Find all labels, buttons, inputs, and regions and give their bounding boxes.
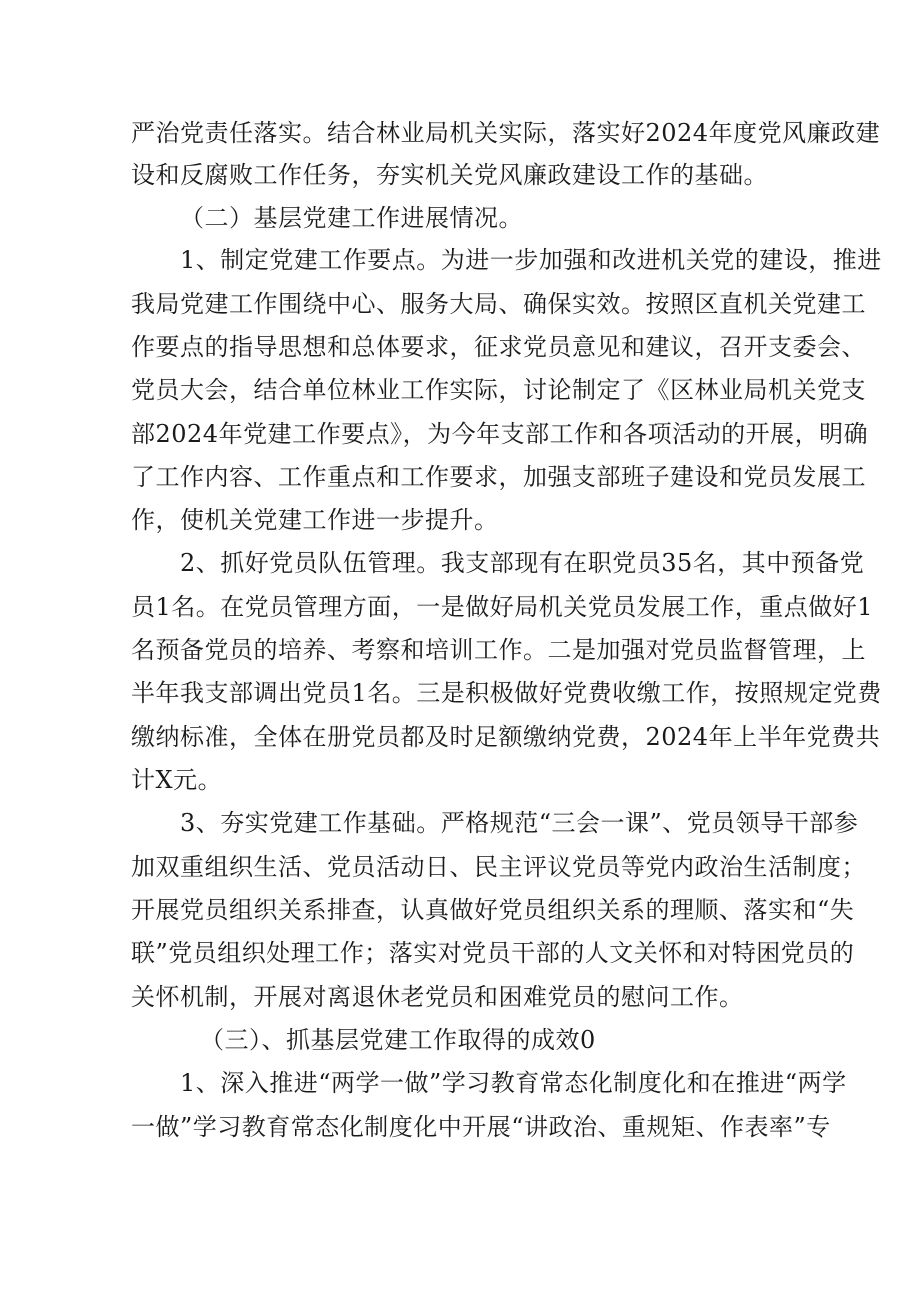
paragraph-line: 了工作内容、工作重点和工作要求，加强支部班子建设和党员发展工 [131,463,866,491]
paragraph-line: 3、夯实党建工作基础。严格规范“三会一课”、党员领导干部参 [180,809,859,837]
paragraph-line: 1、制定党建工作要点。为进一步加强和改进机关党的建设，推进 [180,246,882,274]
paragraph-line: 党员大会，结合单位林业工作实际，讨论制定了《区林业局机关党支 [131,376,866,404]
paragraph-line: 一做”学习教育常态化制度化中开展“讲政治、重规矩、作表率”专 [131,1113,831,1141]
paragraph-line: 开展党员组织关系排查，认真做好党员组织关系的理顺、落实和“失 [131,896,855,924]
paragraph-line: 半年我支部调出党员1名。三是积极做好党费收缴工作，按照规定党费 [131,679,882,707]
paragraph-line: 作要点的指导思想和总体要求，征求党员意见和建议，召开支委会、 [131,333,866,361]
paragraph-line: 缴纳标准，全体在册党员都及时足额缴纳党费，2024年上半年党费共 [131,723,881,751]
paragraph-line: 我局党建工作围绕中心、服务大局、确保实效。按照区直机关党建工 [131,290,866,318]
paragraph-line: 严治党责任落实。结合林业局机关实际，落实好2024年度党风廉政建 [131,119,881,147]
paragraph-line: 部2024年党建工作要点》，为今年支部工作和各项活动的开展，明确 [131,420,869,448]
section-heading: （二）基层党建工作进展情况。 [180,204,523,232]
paragraph-line: 设和反腐败工作任务，夯实机关党风廉政建设工作的基础。 [131,161,768,189]
paragraph-line: 2、抓好党员队伍管理。我支部现有在职党员35名，其中预备党 [180,549,865,577]
paragraph-line: 作，使机关党建工作进一步提升。 [131,506,499,534]
paragraph-line: 加双重组织生活、党员活动日、民主评议党员等党内政治生活制度； [131,853,866,881]
paragraph-line: 关怀机制，开展对离退休老党员和困难党员的慰问工作。 [131,983,744,1011]
paragraph-line: 名预备党员的培养、考察和培训工作。二是加强对党员监督管理，上 [131,636,866,664]
paragraph-line: 1、深入推进“两学一做”学习教育常态化制度化和在推进“两学 [180,1069,847,1097]
paragraph-line: 计X元。 [131,766,223,794]
paragraph-line: 联”党员组织处理工作；落实对党员干部的人文关怀和对特困党员的 [131,939,855,967]
paragraph-line: 员1名。在党员管理方面，一是做好局机关党员发展工作，重点做好1 [131,593,874,621]
section-heading: （三）、抓基层党建工作取得的成效0 [200,1026,596,1054]
